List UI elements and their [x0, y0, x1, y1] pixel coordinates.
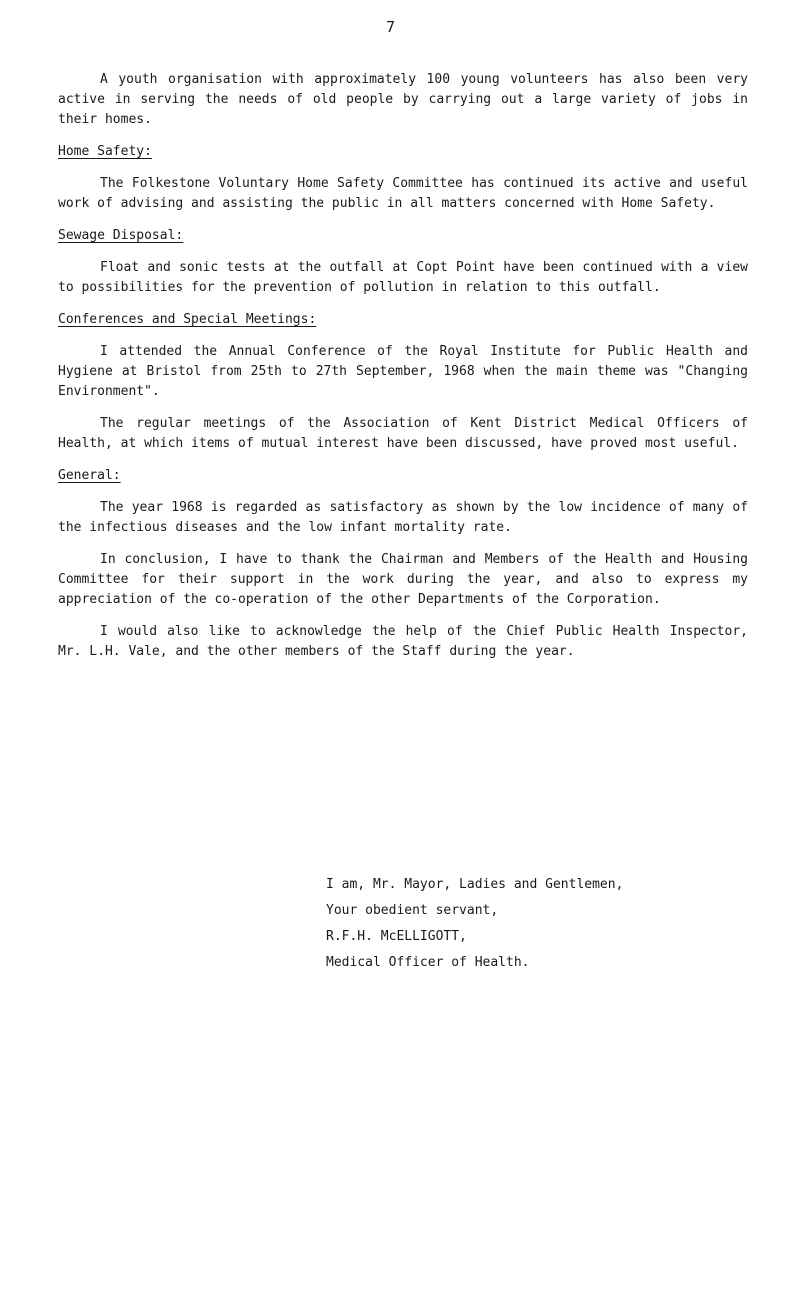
signatory-title: Medical Officer of Health. — [326, 955, 530, 970]
section-heading: Conferences and Special Meetings: — [58, 312, 317, 327]
page-number: 7 — [386, 18, 396, 36]
section-sewage-disposal — [58, 226, 748, 298]
signature-block — [326, 872, 623, 976]
section-paragraph: I attended the Annual Conference of the Royal Institute for Public Health and Hygiene at Bristol from 25th to 27th September, 1968 when the main theme was "Changing Environment". — [58, 344, 748, 399]
section-paragraph: The regular meetings of the Association of Kent District Medical Officers of Health, at which items of mutual interest have been discussed, have proved most useful. — [58, 416, 748, 451]
section-paragraph: The Folkestone Voluntary Home Safety Committee has continued its active and useful work of advising and assisting the public in all matters concerned with Home Safety. — [58, 176, 748, 211]
salutation: I am, Mr. Mayor, Ladies and Gentlemen, — [326, 877, 624, 892]
section-conferences — [58, 310, 748, 454]
section-paragraph: In conclusion, I have to thank the Chairman and Members of the Health and Housing Committee for their support in the work during the year, and also to express my appreciation of the co-operation of the other Departments of the Corporation. — [58, 552, 748, 607]
section-heading: General: — [58, 468, 121, 483]
section-heading: Sewage Disposal: — [58, 228, 184, 243]
section-home-safety — [58, 142, 748, 214]
section-general — [58, 466, 748, 662]
intro-paragraph: A youth organisation with approximately 100 young volunteers has also been very active in serving the needs of old people by carrying out a large variety of jobs in their homes. — [58, 72, 748, 127]
section-heading: Home Safety: — [58, 144, 152, 159]
section-paragraph: I would also like to acknowledge the help of the Chief Public Health Inspector, Mr. L.H. Vale, and the other members of the Staff during the year. — [58, 624, 748, 659]
report-body — [58, 70, 748, 662]
closing: Your obedient servant, — [326, 903, 499, 918]
section-paragraph: Float and sonic tests at the outfall at Copt Point have been continued with a view to possibilities for the prevention of pollution in relation to this outfall. — [58, 260, 748, 295]
section-paragraph: The year 1968 is regarded as satisfactory as shown by the low incidence of many of the infectious diseases and the low infant mortality rate. — [58, 500, 748, 535]
signatory-name: R.F.H. McELLIGOTT, — [326, 929, 467, 944]
